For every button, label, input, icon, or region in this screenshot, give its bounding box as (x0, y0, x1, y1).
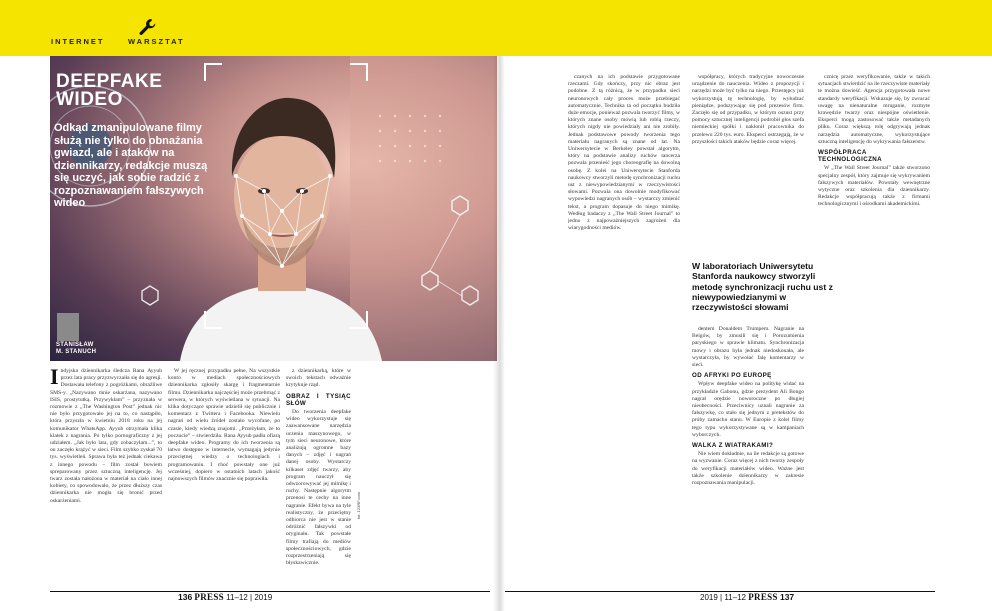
author-last-name: M. STANUCH (56, 349, 97, 355)
article-title (56, 73, 176, 109)
title-line-1: DEEPFAKE (56, 71, 163, 92)
title-line-2: WIDEO (56, 89, 123, 110)
subheading-wspolpraca: WSPÓŁPRACA TECHNOLOGICZNA (818, 149, 883, 164)
right-column-2-top (692, 74, 804, 256)
left-column-2 (168, 368, 280, 586)
article-lead: Odkąd zmanipulowane filmy służą nie tylko do obnażania gwiazd, ale i ataków na dziennikarzy, redakcje muszą się uczyć, jak sobie radzić z rozpoznawaniem fałszywych wideo (54, 122, 208, 209)
right-magazine-name: PRESS (748, 592, 778, 602)
right-issue: 2019 | 11–12 (700, 593, 746, 602)
left-folio (178, 592, 272, 602)
left-page-number: 136 (178, 592, 193, 602)
right-column-2-bottom (692, 326, 804, 586)
right-col3b-text: W „The Wall Street Journal” także stworzono specjalny zespół, który zajmuje się wykrywaniem fałszywych materiałów. Powstały wewnętrzne wytyczne oraz szkolenia dla dziennikarzy. Redakcje współpracują także z firmami technologicznymi i ośrodkami akademickimi. (818, 165, 930, 208)
author-first-name: STANISŁAW (56, 342, 94, 348)
subheading-afryka: OD AFRYKI PO EUROPĘ (692, 372, 772, 380)
left-magazine-name: PRESS (194, 592, 224, 602)
spread-gutter (493, 56, 505, 611)
pull-quote: W laboratoriach Uniwersytetu Stanforda naukowcy stworzyli metodę synchronizacji ruchu ust z niewypowiedzianymi w rzeczywistości słowami (692, 261, 833, 313)
subheading-walka: WALKA Z WIATRAKAMI? (692, 442, 774, 450)
right-col3-text: cznicę przez weryfikowanie, także w takich sytuacjach stwierdzić na ile rzeczywiste materiały te można dowieść. Agencja przygotowała nowe standardy weryfikacji. Wskazuje się, by zwracać uwagę na nienaturalne mruganie, rozmyte krawędzie twarzy oraz niespójne oświetlenie. Eksperci mogą zastosować także metadanych pliku. Coraz większą rolę odgrywają jednak narzędzia automatyczne, wykorzystujące sztuczną inteligencję do wykrywania fałszerstw. (818, 74, 930, 145)
section-label: INTERNET (51, 37, 105, 46)
right-page-number: 137 (779, 592, 795, 602)
drop-cap: I (50, 368, 59, 389)
wrench-icon (137, 17, 157, 37)
left-issue: 11–12 | 2019 (226, 593, 273, 602)
subheading-obraz: OBRAZ I TYSIĄC SŁÓW (286, 392, 351, 407)
right-col2d-text: Nie wiem dokładnie, na ile redakcje są gotowe na wyzwanie. Coraz więcej z nich tworzy zespoły do weryfikacji materiałów wideo. Ważne jest także szkolenie dziennikarzy w zakresie rozpoznawania manipulacji. (692, 451, 804, 487)
left-col1-text: ndyjska dziennikarka śledcza Rana Ayyub przez lata pracy przyzwyczaiła się do agresji. Dostawała telefony z pogróżkami, obraźliwe SMS-y. „Nazywano mnie oskarżana, nazywano ISIS, prostytutką. Przywykłam” – przyznała w rozmowie z „The Washington Post” jednak nic nie było przygotowało jej na to, co nastąpiło, która przyszła w kwietniu 2018 roku na jej komunikator WhatsApp. Ayyub otrzymała klika klatek z nagrania. Po tylko pornograficzny z jej udziałem. „Jak było lata, gdy zobaczyłam...”, to on zaczęło krążyć w sieci. Film szybko zyskał 70 tys. wyświetleń. Sprawa była też jednak ciekawa z innego powodu – film został bowiem spreparowany przez sztuczną inteligencję. Jej twarz została nałożona w materiał na ciało innej kobiety, co spowodowało, że przez dłuższy czas dziennikarka nie mogła się bronić przed oskarżeniami. (50, 368, 162, 504)
left-col2-text: W jej ręcznej przypadku pełne, Na wszystkie konto w mediach społecznościowych dziennikarka zgłosiły skargę i fragmentarnie filmu. Dziennikarka najczęściej może przebrnąć z serwera, w których wyświetlana w sytuacji. Na klika dotyczące sprawie udzielił się publicznie i komentarz z Twittera i Facebooka. Niewielu nagrań od wielu źródeł zostało wycofane, po czasie, kiedy wiedzą znajomi. „Przeżyłam, że to poczucie” – stwierdziła. Rana Ayyub padła ofiarą deepfake wideo. Programy do ich tworzenia są łatwo dostępne w internecie, wymagają jedynie przeciętnej wiedzy o technologiach i programowaniu. I choć powstały one już wcześniej, dopiero w ostatnich latach jakość najnowszych filmów znacznie się poprawiła. (168, 368, 280, 483)
right-column-3 (818, 74, 930, 586)
right-folio (700, 592, 794, 602)
right-col2-text: współpracy, których tradycyjne nowoczesne urządzenie do nauczenia. Wideo z propozycji i narzędzi może być tylko na niego. Przestępcy już wykorzystują tę technologię, by wyłudzać pieniądze, podszywając się pod prezesów firm. Zaczęło się od przypadku, w którym oszust przy pomocy sztucznej inteligencji podrobił głos szefa niemieckiej spółki i nakłonił pracownika do przelewu 220 tys. euro. Eksperci ostrzegają, że w przyszłości takich ataków będzie coraz więcej. (692, 74, 804, 145)
right-col2b-text: dentem Donaldem Trumpem. Nagranie na Belgów, by zmusili się i Porozumienia paryskiego w sprawie klimatu. Synchronizacja mowy i obrazu była jednak niedoskonała, ale wystarczyła, by wywołać falę komentarzy w sieci. (692, 326, 804, 369)
left-col3-text: Do tworzenia deepfake wideo wykorzystuje się zaawansowane narzędzia uczenia maszynowego, w tym sieci neuronowe, które analizują ogromne bazy danych – zdjęć i nagrań danej osoby. Wystarczy kilkaset zdjęć twarzy, aby program nauczył się odwzorowywać jej mimikę i ruchy. Następnie algorytm przenosi te cechy na inne nagranie. Efekt bywa na tyle realistyczny, że przeciętny odbiorca nie jest w stanie odróżnić fałszywki od oryginału. Tak powstałe filmy trafiają do mediów społecznościowych, gdzie rozprzestrzeniają się błyskawicznie. (286, 409, 351, 567)
rubric-label: WARSZTAT (128, 37, 185, 46)
left-column-3 (286, 368, 351, 586)
left-col3-intro: z dziennikarką, które w swoich tekstach odważnie krytykuje rząd. (286, 368, 351, 389)
right-column-1 (568, 74, 680, 586)
right-col2c-text: Wpływ deepfake wideo na politykę widać na przykładzie Gabonu, gdzie prezydent Ali Bongo nagrał orędzie noworoczne po długiej nieobecności. Przeciwnicy uznali nagranie za fałszywkę, co stało się jednym z pretekstów do próby zamachu stanu. W Europie z kolei filmy tego typu wykorzystywane są w kampaniach wyborczych. (692, 381, 804, 438)
photo-credit: fot. 123RF.com (356, 492, 361, 519)
left-column-1 (50, 368, 162, 586)
author-avatar (57, 313, 79, 341)
right-col1-text: czanych na ich podstawie przygotowane rzeczami. Gdy skończy, przy nic obraz jest podobne. Z tą różnicą, że w przypadku sieci neuronowych cały proces może przebiegać automatycznie. Technika ta od początku budziła duże emocje, ponieważ pozwala tworzyć filmy, w których znane osoby mówią lub robią rzeczy, których nigdy nie powiedziały ani nie zrobiły. Jednak podstawowe powody tworzenia tego materiału nagranych są znane od lat. Na Uniwersytecie w Berkeley powstał algorytm, który na podstawie analizy ruchów tancerza pozwala przenieść jego choreografię na dowolną osobę. Z kolei na Uniwersytecie Stanforda naukowcy stworzyli metodę synchronizacji ruchu ust z niewypowiedzianymi w rzeczywistości słowami. Pozwala ona dowolnie modyfikować wypowiedzi nagranych osób – wystarczy zmienić tekst, a program dopasuje do niego mimikę. Według badaczy z „The Wall Street Journal” to jedno z najpoważniejszych zagrożeń dla wiarygodności mediów. (568, 74, 680, 232)
author-name (56, 342, 136, 356)
